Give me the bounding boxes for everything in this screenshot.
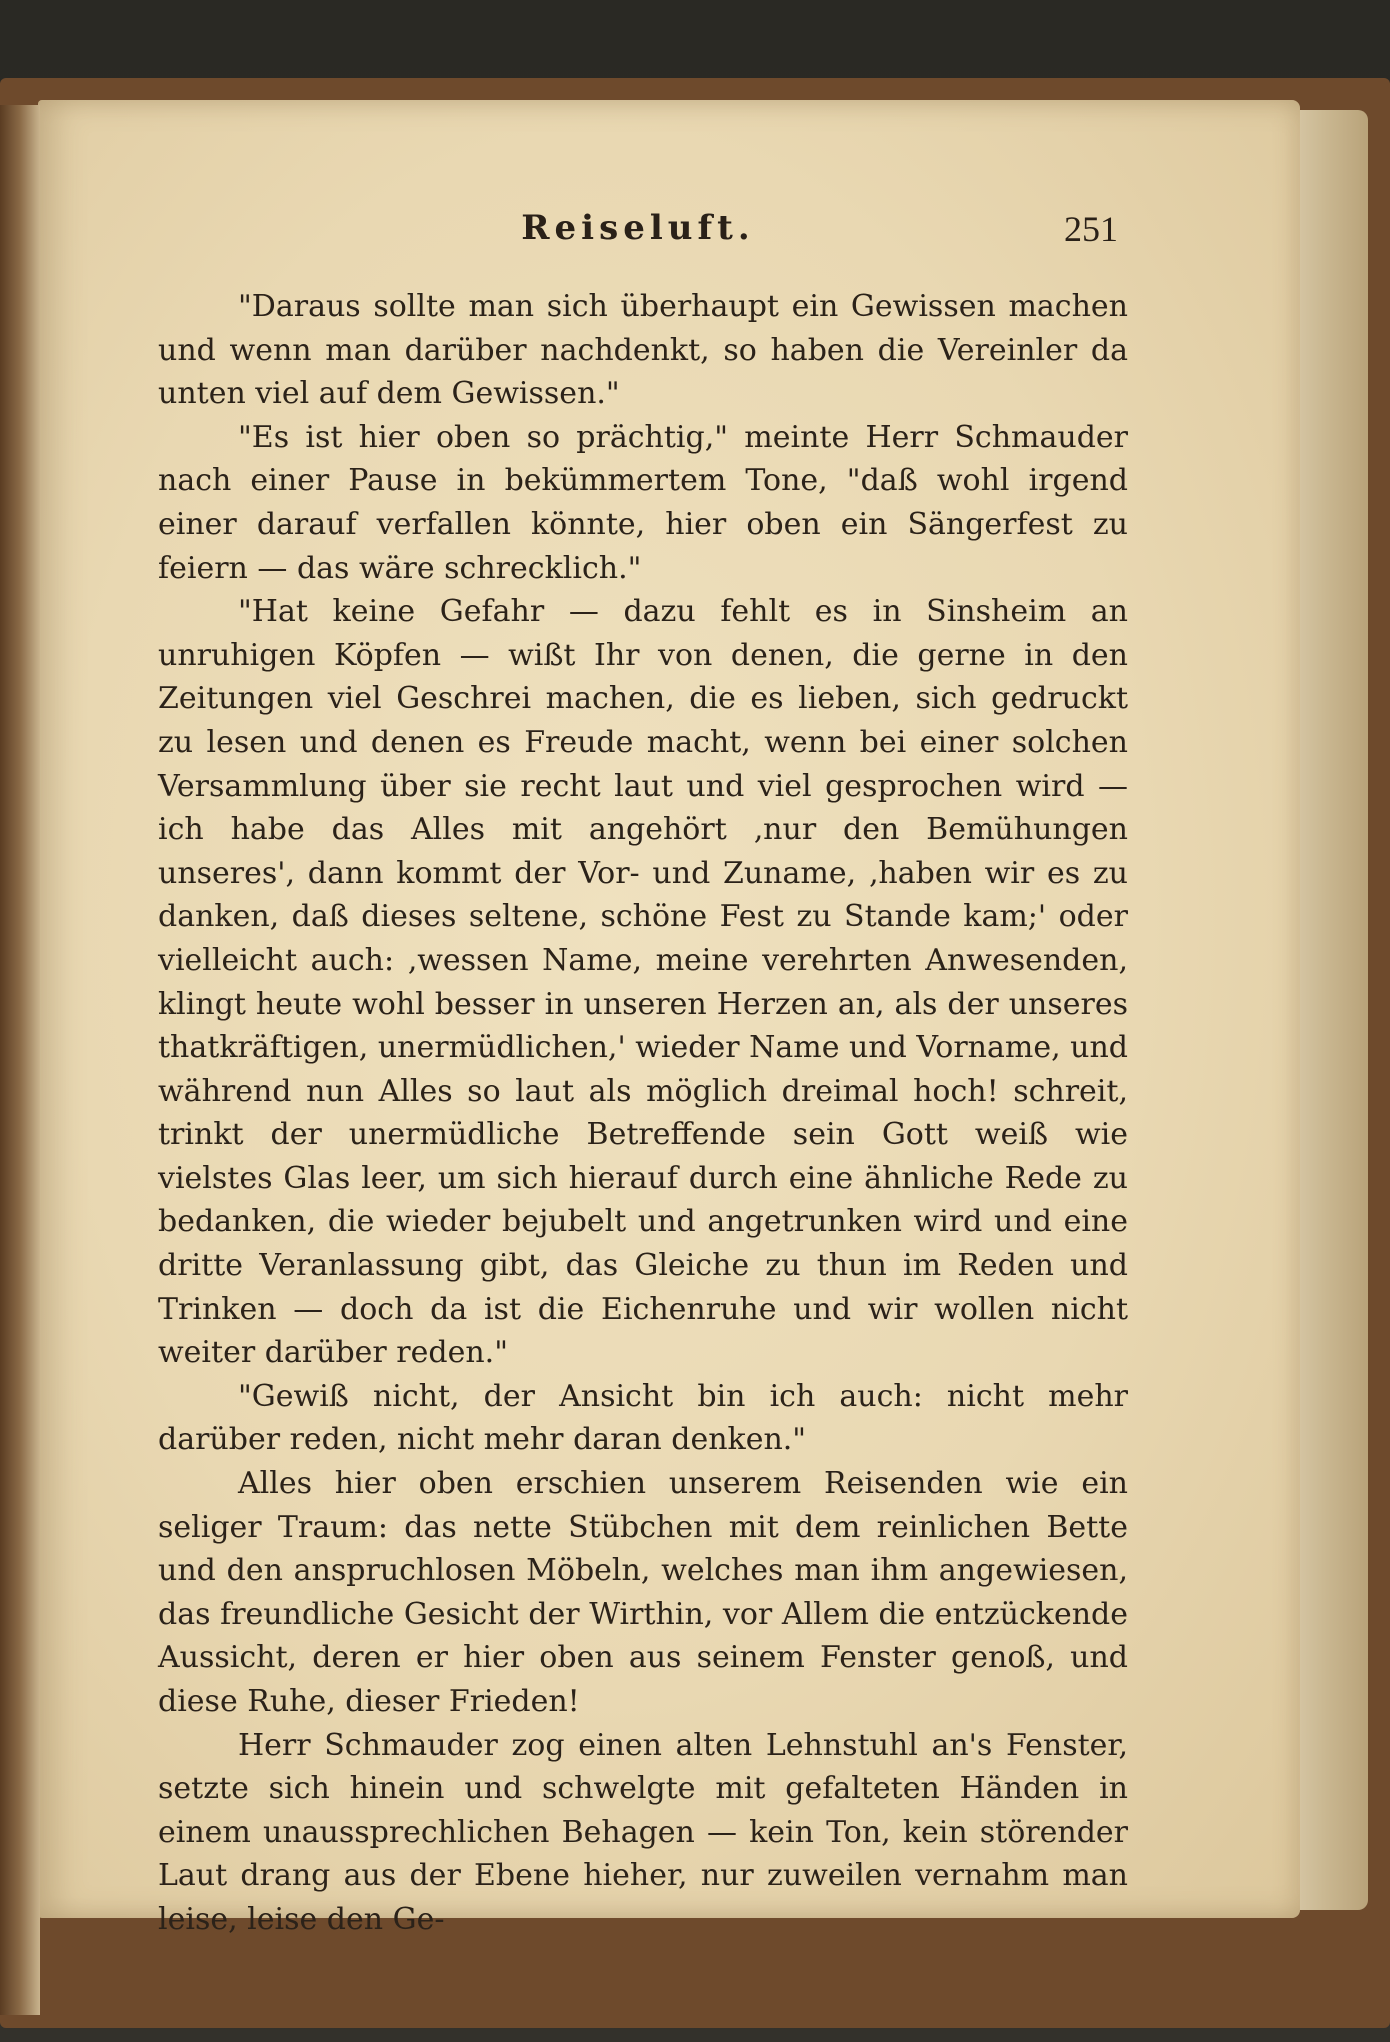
page-number: 251 bbox=[1064, 209, 1118, 249]
paragraph-opening bbox=[158, 285, 1128, 416]
paragraph: "Gewiß nicht, der Ansicht bin ich auch: nicht mehr darüber reden, nicht mehr daran denken." bbox=[158, 1378, 1128, 1458]
opening-rest: wissen machen und wenn man darüber nachdenkt, so haben die Vereinler da unten viel auf dem Gewissen." bbox=[158, 289, 1128, 412]
opening-line: "Daraus sollte man sich überhaupt ein Ge bbox=[238, 289, 893, 324]
book-binding bbox=[0, 105, 40, 2015]
paragraph: Herr Schmauder zog einen alten Lehnstuhl an's Fenster, setzte sich hinein und schwelgte mit gefalteten Händen in einem unaussprechlichen Behagen — kein Ton, kein störender Laut drang aus der Ebene hieher, nur zuweilen vernahm man leise, leise den Ge- bbox=[158, 1727, 1128, 1937]
paragraph: "Hat keine Gefahr — dazu fehlt es in Sinsheim an unruhigen Köpfen — wißt Ihr von denen, die gerne in den Zeitungen viel Geschrei machen, die es lieben, sich gedruckt zu lesen und denen es Freude macht, wenn bei einer solchen Versammlung über sie recht laut und viel gesprochen wird — ich habe das Alles mit angehört ‚nur den Bemühungen unseres', dann kommt der Vor- und Zuname, ‚haben wir es zu danken, daß dieses seltene, schöne Fest zu Stande kam;' oder vielleicht auch: ‚wessen Name, meine verehrten Anwesenden, klingt heute wohl besser in unseren Herzen an, als der unseres thatkräftigen, unermüdlichen,' wieder Name und Vorname, und während nun Alles so laut als möglich dreimal hoch! schreit, trinkt der unermüdliche Betreffende sein Gott weiß wie vielstes Glas leer, um sich hierauf durch eine ähnliche Rede zu bedanken, die wieder bejubelt und angetrunken wird und eine dritte Veranlassung gibt, das Gleiche zu thun im Reden und Trinken — doch da ist die Eichenruhe und wir wollen nicht weiter darüber reden." bbox=[158, 594, 1129, 1371]
paragraph: "Es ist hier oben so prächtig," meinte Herr Schmauder nach einer Pause in bekümmertem Tone, "daß wohl irgend einer darauf verfallen könnte, hier oben ein Sängerfest zu feiern — das wäre schrecklich." bbox=[158, 419, 1128, 586]
running-title: Reiseluft. bbox=[521, 208, 755, 248]
page-stack-edge bbox=[1290, 110, 1368, 1910]
page-header bbox=[158, 208, 1118, 252]
body-text bbox=[158, 285, 1128, 1942]
paragraph: Alles hier oben erschien unserem Reisenden wie ein seliger Traum: das nette Stübchen mit dem reinlichen Bette und den anspruchlosen Möbeln, welches man ihm angewiesen, das freundliche Gesicht der Wirthin, vor Allem die entzückende Aussicht, deren er hier oben aus seinem Fenster genoß, und diese Ruhe, dieser Frieden! bbox=[158, 1466, 1128, 1719]
